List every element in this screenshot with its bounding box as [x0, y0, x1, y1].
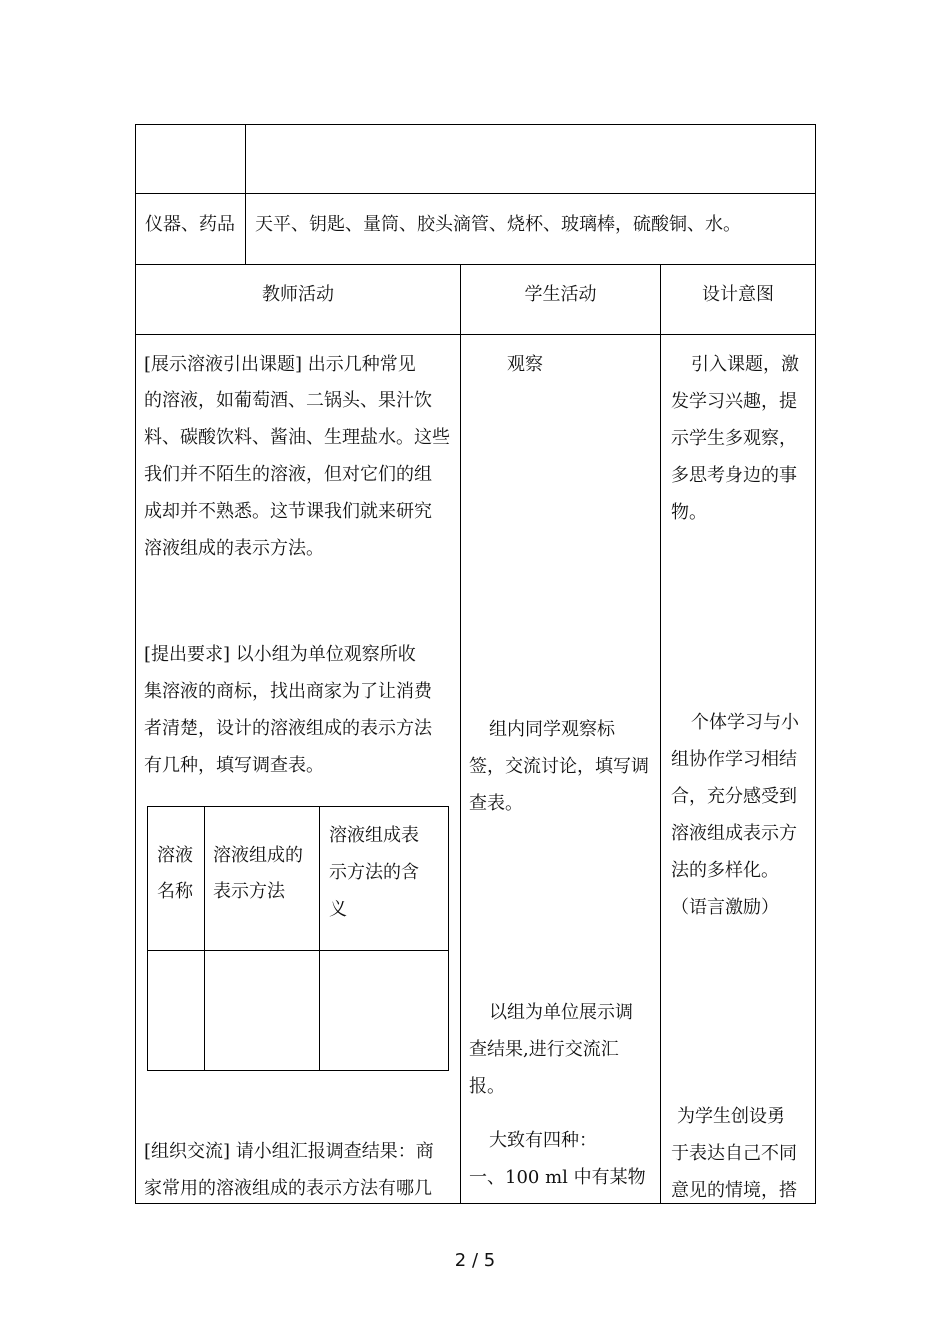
- text-line: 为学生创设勇: [677, 1106, 785, 1127]
- text-line: （语言激励）: [671, 897, 779, 918]
- survey-header-representation: 溶液组成的: [213, 845, 303, 866]
- text-line: 一、100 ml 中有某物: [469, 1167, 646, 1188]
- text-line: 意见的情境，搭: [671, 1180, 797, 1201]
- text-line: 法的多样化。: [671, 860, 779, 881]
- text-line: 报。: [469, 1076, 505, 1097]
- text-line: 集溶液的商标，找出商家为了让消费: [144, 681, 432, 702]
- text-line: 示学生多观察，: [671, 428, 797, 449]
- equipment-label: 仪器、药品: [145, 214, 235, 235]
- row-divider-1: [135, 193, 816, 194]
- teacher-student-divider: [460, 264, 461, 1204]
- text-line: 观察: [507, 354, 543, 375]
- text-line: [展示溶液引出课题] 出示几种常见: [144, 354, 416, 375]
- text-line: 组内同学观察标: [489, 719, 615, 740]
- survey-header-solution-name: 名称: [157, 881, 193, 902]
- text-line: 我们并不陌生的溶液，但对它们的组: [144, 464, 432, 485]
- text-line: 料、碳酸饮料、酱油、生理盐水。这些: [144, 427, 450, 448]
- survey-col-divider-2: [319, 806, 320, 1071]
- text-line: [提出要求] 以小组为单位观察所收: [144, 644, 416, 665]
- survey-col-divider-1: [204, 806, 205, 1071]
- table-right-border: [815, 124, 816, 1204]
- text-line: 发学习兴趣，提: [671, 391, 797, 412]
- survey-header-meaning: 溶液组成表: [329, 825, 419, 846]
- equipment-content: 天平、钥匙、量筒、胶头滴管、烧杯、玻璃棒，硫酸铜、水。: [255, 214, 741, 235]
- text-line: 的溶液，如葡萄酒、二锅头、果汁饮: [144, 390, 432, 411]
- label-column-divider: [245, 124, 246, 264]
- text-line: [组织交流] 请小组汇报调查结果：商: [144, 1141, 434, 1162]
- text-line: 于表达自己不同: [671, 1143, 797, 1164]
- text-line: 物。: [671, 502, 707, 523]
- text-line: 多思考身边的事: [671, 465, 797, 486]
- survey-top-border: [147, 806, 449, 807]
- text-line: 成却并不熟悉。这节课我们就来研究: [144, 501, 432, 522]
- text-line: 溶液组成的表示方法。: [144, 538, 324, 559]
- survey-header-representation: 表示方法: [213, 881, 285, 902]
- header-student-activity: 学生活动: [524, 284, 597, 305]
- text-line: 家常用的溶液组成的表示方法有哪几: [144, 1178, 432, 1199]
- text-line: 以组为单位展示调: [489, 1002, 633, 1023]
- survey-right-border: [448, 806, 449, 1071]
- row-divider-3: [135, 334, 816, 335]
- survey-header-meaning: 义: [329, 899, 347, 920]
- text-line: 合，充分感受到: [671, 786, 797, 807]
- text-line: 签，交流讨论，填写调: [469, 756, 649, 777]
- table-top-border: [135, 124, 816, 125]
- text-line: 者清楚，设计的溶液组成的表示方法: [144, 718, 432, 739]
- text-line: 有几种，填写调查表。: [144, 755, 324, 776]
- text-line: 个体学习与小: [691, 712, 799, 733]
- header-design-intent: 设计意图: [702, 284, 774, 305]
- text-line: 引入课题，激: [691, 354, 799, 375]
- row-divider-2: [135, 264, 816, 265]
- page-number: 2 / 5: [454, 1250, 496, 1271]
- text-line: 大致有四种：: [489, 1130, 597, 1151]
- text-line: 溶液组成表示方: [671, 823, 797, 844]
- survey-header-meaning: 示方法的含: [329, 862, 419, 883]
- header-teacher-activity: 教师活动: [262, 284, 334, 305]
- student-design-divider: [660, 264, 661, 1204]
- survey-row-divider: [147, 950, 449, 951]
- text-line: 组协作学习相结: [671, 749, 797, 770]
- text-line: 查结果,进行交流汇: [469, 1039, 619, 1060]
- survey-header-solution-name: 溶液: [157, 845, 193, 866]
- survey-left-border: [147, 806, 148, 1071]
- survey-bottom-border: [147, 1070, 449, 1071]
- text-line: 查表。: [469, 793, 523, 814]
